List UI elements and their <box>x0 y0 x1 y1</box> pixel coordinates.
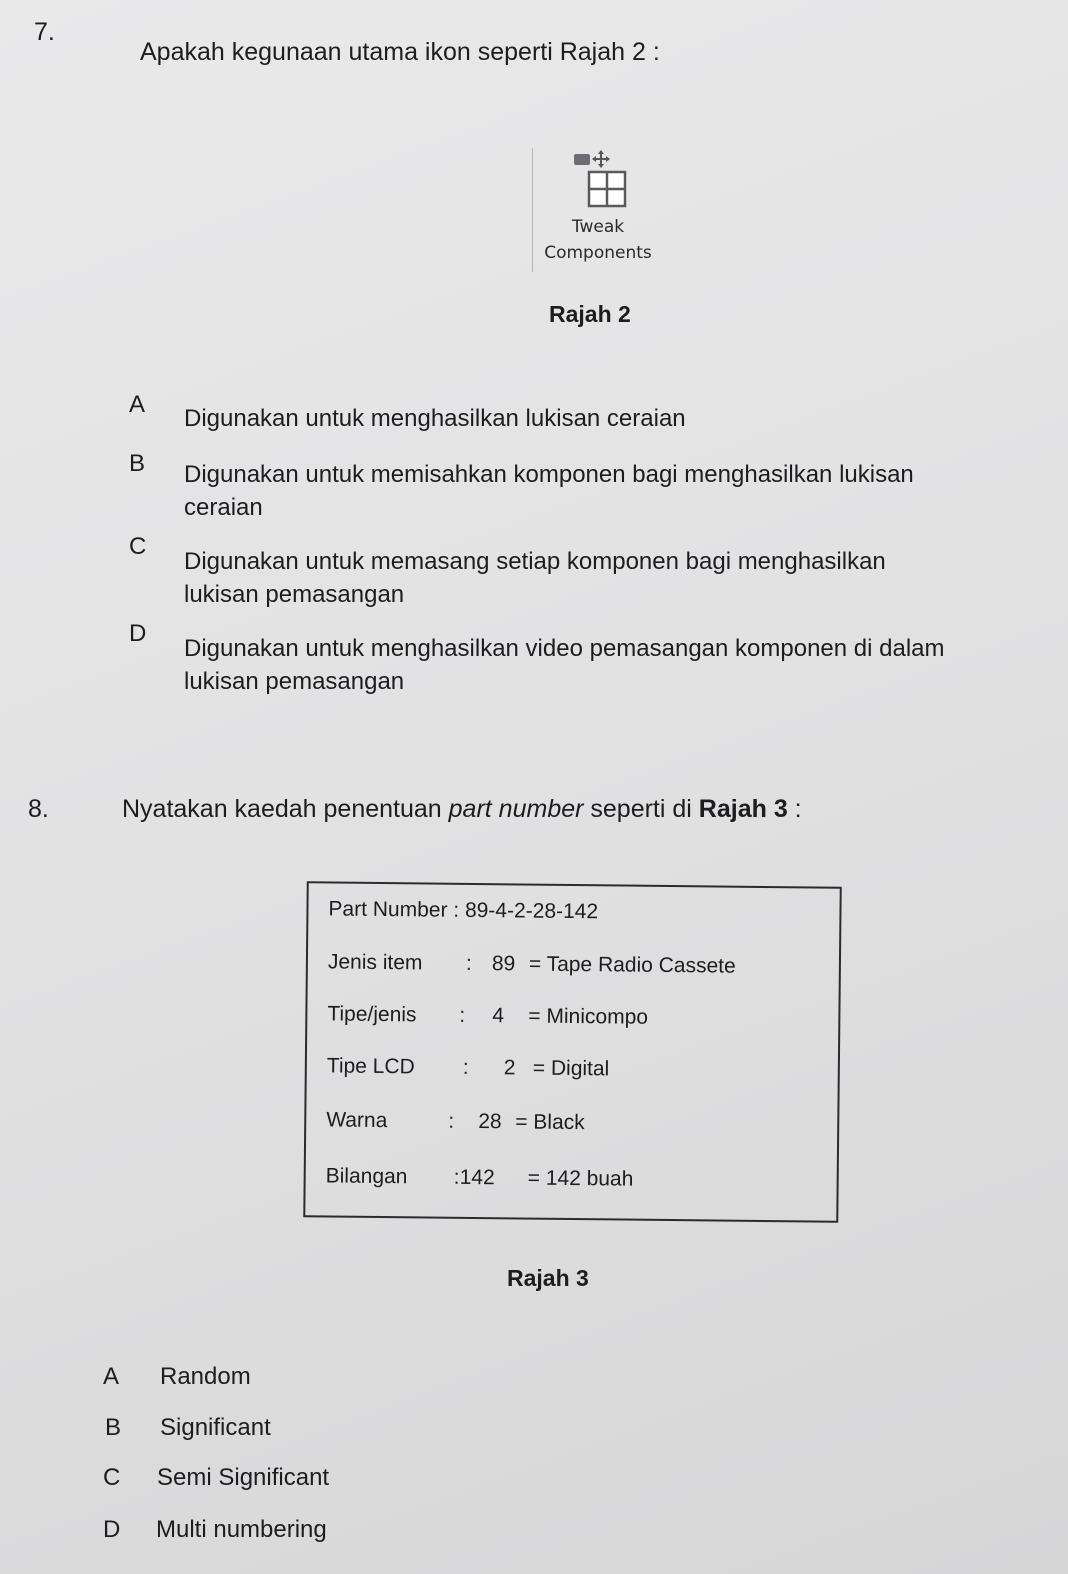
part-number-header: Part Number : 89-4-2-28-142 <box>328 897 599 924</box>
q8-option-a-text: Random <box>160 1363 251 1390</box>
row-code: 89 <box>491 952 516 976</box>
row-meaning: = Black <box>515 1110 585 1135</box>
q8-option-b-text: Significant <box>160 1414 271 1441</box>
q8-number: 8. <box>28 795 49 823</box>
q8-option-d-letter: D <box>103 1516 121 1543</box>
tweak-components-icon <box>573 150 629 213</box>
q7-question-body: Apakah kegunaan utama ikon seperti Rajah 2 : <box>140 38 660 66</box>
q7-option-d-letter: D <box>129 620 147 647</box>
q7-option-d-line1: Digunakan untuk menghasilkan video pemasangan komponen di dalam <box>184 635 945 662</box>
q7-option-c-line1: Digunakan untuk memasang setiap komponen bagi menghasilkan <box>184 548 886 575</box>
tweak-components-icon-graphic <box>573 150 629 208</box>
row-meaning: = 142 buah <box>527 1166 634 1191</box>
q7-option-b-line2: ceraian <box>184 494 263 521</box>
row-meaning: = Tape Radio Cassete <box>528 952 736 978</box>
q8-text-italic: part number <box>448 795 584 823</box>
row-colon: : <box>453 1165 460 1189</box>
q8-option-b-letter: B <box>105 1414 122 1441</box>
q7-option-c-line2: lukisan pemasangan <box>184 581 405 608</box>
row-meaning: = Digital <box>532 1056 610 1081</box>
q8-text-end: : <box>787 795 802 823</box>
q8-question-text <box>122 795 802 824</box>
row-colon: : <box>465 951 472 975</box>
figure-caption-rajah3: Rajah 3 <box>507 1265 589 1291</box>
row-label: Tipe/jenis <box>327 1002 417 1027</box>
q7-option-a-text <box>184 402 686 435</box>
q7-option-b-text <box>184 458 914 524</box>
icon-label-line1: Tweak <box>571 217 625 237</box>
q7-option-d-text <box>184 632 945 698</box>
q7-question-text <box>140 38 660 67</box>
row-colon: : <box>448 1109 455 1133</box>
q7-option-a-letter: A <box>129 391 146 418</box>
row-label: Jenis item <box>327 950 423 975</box>
q7-option-c-letter: C <box>129 533 147 560</box>
q8-option-a-letter: A <box>103 1363 120 1390</box>
q8-text-part1: Nyatakan kaedah penentuan <box>122 795 449 823</box>
q8-text-bold: Rajah 3 <box>698 795 788 823</box>
q7-option-d-line2: lukisan pemasangan <box>184 668 405 695</box>
row-meaning: = Minicompo <box>528 1004 649 1029</box>
q7-option-b-letter: B <box>129 450 146 477</box>
q8-text-part2: seperti di <box>583 795 699 823</box>
q8-option-c-text: Semi Significant <box>157 1464 330 1491</box>
q8-option-d-text: Multi numbering <box>156 1516 327 1543</box>
figure-caption-rajah2: Rajah 2 <box>549 301 631 327</box>
part-number-box <box>303 881 841 1223</box>
row-label: Bilangan <box>325 1164 408 1189</box>
q7-option-a-line1: Digunakan untuk menghasilkan lukisan ceraian <box>184 405 686 432</box>
icon-label-line2: Components <box>544 243 652 263</box>
row-code: 28 <box>478 1110 502 1134</box>
row-code: 2 <box>503 1056 516 1080</box>
q7-option-c-text <box>184 545 886 611</box>
q7-option-b-line1: Digunakan untuk memisahkan komponen bagi menghasilkan lukisan <box>184 461 914 488</box>
q8-option-c-letter: C <box>103 1464 121 1491</box>
row-colon: : <box>459 1003 466 1027</box>
q7-number: 7. <box>34 18 55 46</box>
row-colon: : <box>462 1055 469 1079</box>
row-label: Tipe LCD <box>326 1054 415 1079</box>
row-code: 4 <box>492 1004 505 1028</box>
row-label: Warna <box>326 1108 388 1133</box>
row-code: 142 <box>459 1165 495 1190</box>
